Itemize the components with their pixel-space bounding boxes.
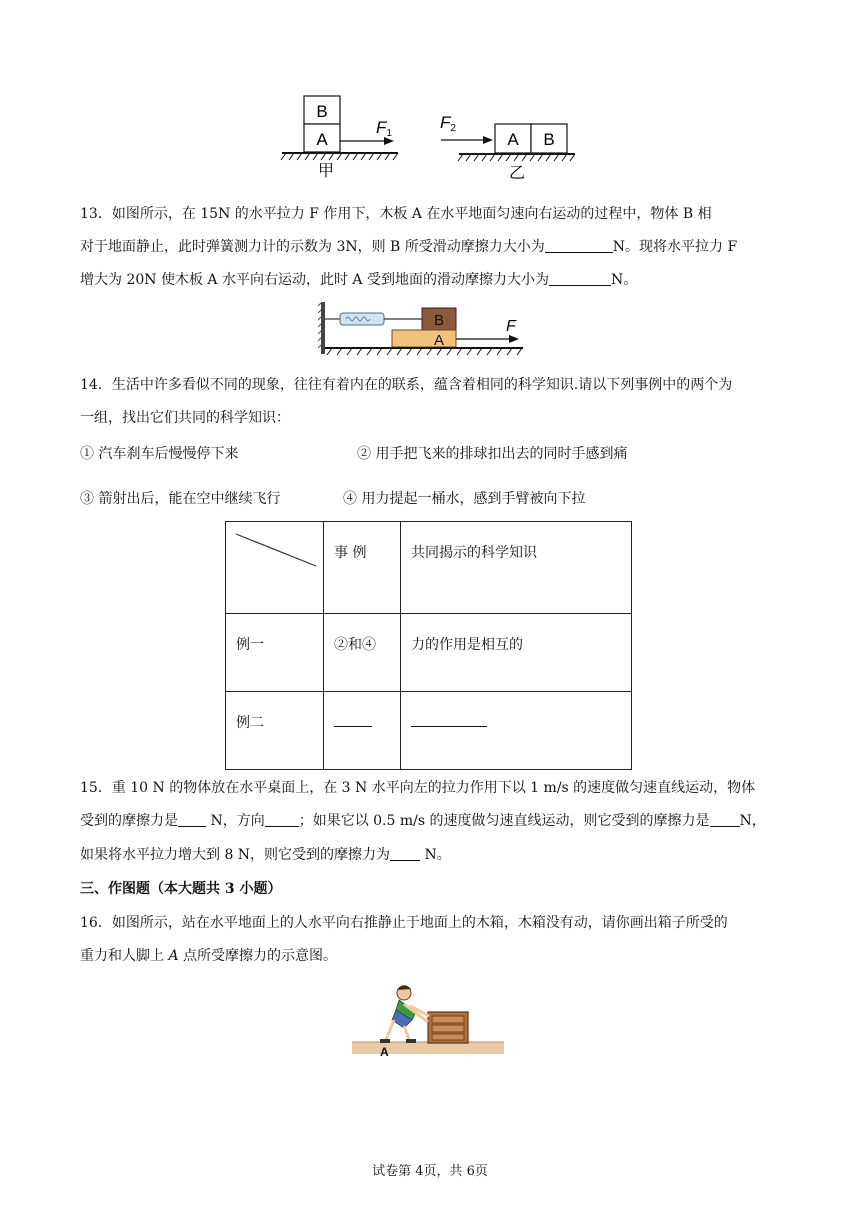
q16-line-2-text-b: 点所受摩擦力的示意图。 <box>178 948 338 964</box>
q16-line-2-text-a: 重力和人脚上 <box>80 948 169 964</box>
q15-line-2-text-a: 受到的摩擦力是 <box>80 813 178 829</box>
table-row-2-label: 例二 <box>226 692 324 770</box>
q15-line-1: 15．重 10 N 的物体放在水平桌面上，在 3 N 水平向左的拉力作用下以 1 m/s 的速度做匀速直线运动，物体 <box>80 780 756 796</box>
q13-figure <box>318 300 533 358</box>
q14-example-3: ③ 箭射出后，能在空中继续飞行 <box>80 491 281 507</box>
section-3-title: 三、作图题（本大题共 3 小题） <box>80 881 282 897</box>
yi-caption: 乙 <box>508 165 526 182</box>
q16-figure <box>352 980 507 1062</box>
q13-answer-blank-2[interactable] <box>549 271 611 286</box>
q13-line-2 <box>80 237 780 257</box>
q15-line-2-text-c: ；如果它以 0.5 m/s 的速度做匀速直线运动，则它受到的摩擦力是 <box>298 813 710 829</box>
yi-block-a-label: A <box>507 130 519 149</box>
q15-line-3 <box>80 845 780 865</box>
q14-example-4: ④ 用力提起一桶水，感到手臂被向下拉 <box>343 491 586 507</box>
q13-line-2-tail: N。现将水平拉力 F <box>612 239 738 255</box>
yi-block-b-label: B <box>543 130 555 149</box>
q16-line-2 <box>80 946 780 966</box>
table-row-2-case-blank[interactable] <box>334 712 372 727</box>
table-row-2-knowledge-cell <box>401 692 632 770</box>
jia-force-label: F <box>376 118 387 137</box>
q16-line-1: 16．如图所示，站在水平地面上的人水平向右推静止于地面上的木箱，木箱没有动，请你画出箱子所受的 <box>80 915 728 931</box>
table-row-1-label: 例一 <box>226 614 324 692</box>
page-footer: 试卷第 4页，共 6页 <box>372 1164 488 1179</box>
q13-line-3-tail: N。 <box>611 272 638 288</box>
table-corner-cell <box>226 522 324 614</box>
jia-block-a-label: A <box>316 130 328 149</box>
q14-line-2: 一组，找出它们共同的科学知识： <box>80 410 290 426</box>
q15-answer-blank-3[interactable] <box>710 812 740 827</box>
q14-example-1: ① 汽车刹车后慢慢停下来 <box>80 446 239 462</box>
q14-example-2: ② 用手把飞来的排球扣出去的同时手感到痛 <box>357 446 628 462</box>
q14-table <box>225 521 632 770</box>
q15-line-3-text-a: 如果将水平拉力增大到 8 N，则它受到的摩擦力为 <box>80 847 391 863</box>
figure-jia <box>278 90 408 180</box>
jia-caption: 甲 <box>317 163 335 180</box>
jia-force-sub: 1 <box>386 128 392 139</box>
table-header-knowledge: 共同揭示的科学知识 <box>401 522 632 614</box>
figure-yi <box>435 110 585 182</box>
q13-answer-blank-1[interactable] <box>545 238 613 253</box>
q16-figure-point-a: A <box>380 1045 389 1059</box>
q13-force-label: F <box>506 318 516 335</box>
q13-block-a-label: A <box>433 332 445 349</box>
table-row-1-knowledge: 力的作用是相互的 <box>401 614 632 692</box>
svg-text:F2 <box>440 113 456 134</box>
jia-block-b-label: B <box>316 102 328 121</box>
table-row-2-case-cell <box>324 692 401 770</box>
q15-answer-blank-2[interactable] <box>265 812 299 827</box>
q15-answer-blank-1[interactable] <box>178 812 206 827</box>
table-header-case: 事 例 <box>324 522 401 614</box>
q13-line-2-text: 对于地面静止，此时弹簧测力计的示数为 3N，则 B 所受滑动摩擦力大小为 <box>80 239 545 255</box>
q13-line-3-text: 增大为 20N 使木板 A 水平向右运动，此时 A 受到地面的滑动摩擦力大小为 <box>80 272 549 288</box>
yi-force-sub: 2 <box>450 123 456 134</box>
q15-line-2 <box>80 811 780 831</box>
q15-line-3-text-b: N。 <box>420 847 451 863</box>
q15-line-2-text-d: N， <box>739 813 766 829</box>
svg-text:F1 <box>376 118 392 139</box>
q14-line-1: 14．生活中许多看似不同的现象，往往有着内在的联系，蕴含着相同的科学知识.请以下列事例中的两个为 <box>80 377 733 393</box>
q16-point-a: A <box>168 948 179 964</box>
yi-force-label: F <box>440 113 451 132</box>
q13-line-1: 13．如图所示，在 15N 的水平拉力 F 作用下，木板 A 在水平地面匀速向右运动的过程中，物体 B 相 <box>80 206 712 222</box>
table-row-1-case: ②和④ <box>324 614 401 692</box>
q13-block-b-label: B <box>433 312 445 329</box>
q13-line-3 <box>80 270 780 290</box>
table-row-2-knowledge-blank[interactable] <box>411 712 487 727</box>
q15-answer-blank-4[interactable] <box>390 846 420 861</box>
q15-line-2-text-b: N，方向 <box>206 813 265 829</box>
